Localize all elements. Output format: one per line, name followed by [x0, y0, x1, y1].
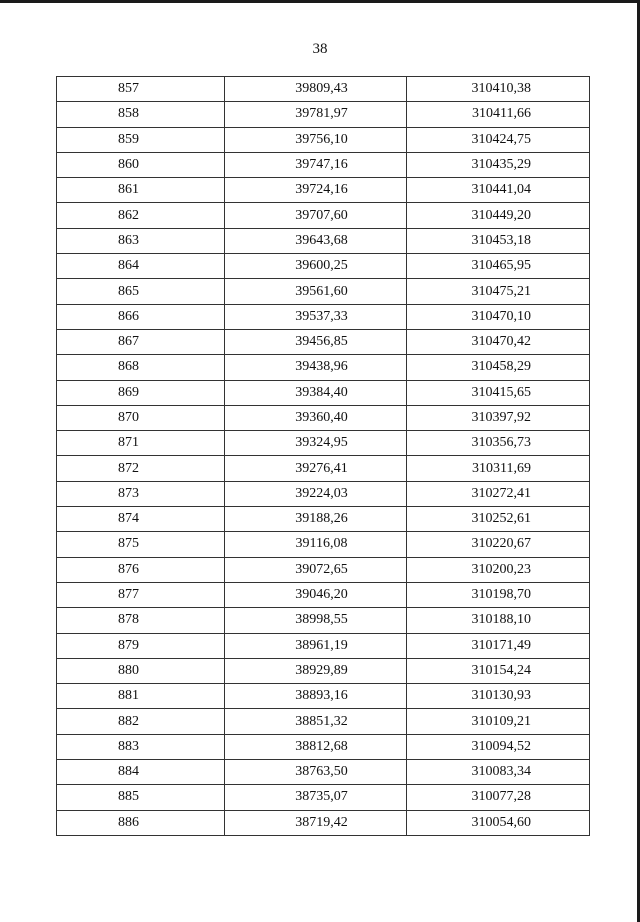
- table-row: [57, 557, 590, 582]
- point-number-cell: 873: [57, 481, 225, 506]
- x-coordinate-cell: 38961,19: [225, 633, 407, 658]
- coordinates-table-body: [57, 77, 590, 836]
- table-row: [57, 658, 590, 683]
- x-coordinate-cell: 38719,42: [225, 810, 407, 835]
- y-coordinate-cell: 310356,73: [407, 431, 590, 456]
- point-number-cell: 863: [57, 228, 225, 253]
- table-row: [57, 684, 590, 709]
- y-coordinate-cell: 310077,28: [407, 785, 590, 810]
- point-number-cell: 870: [57, 405, 225, 430]
- point-number-cell: 883: [57, 734, 225, 759]
- x-coordinate-cell: 38929,89: [225, 658, 407, 683]
- x-coordinate-cell: 39643,68: [225, 228, 407, 253]
- table-row: [57, 405, 590, 430]
- x-coordinate-cell: 39276,41: [225, 456, 407, 481]
- table-row: [57, 481, 590, 506]
- x-coordinate-cell: 39188,26: [225, 507, 407, 532]
- y-coordinate-cell: 310252,61: [407, 507, 590, 532]
- table-row: [57, 709, 590, 734]
- table-row: [57, 304, 590, 329]
- table-row: [57, 785, 590, 810]
- point-number-cell: 868: [57, 355, 225, 380]
- x-coordinate-cell: 39072,65: [225, 557, 407, 582]
- x-coordinate-cell: 39809,43: [225, 77, 407, 102]
- point-number-cell: 858: [57, 102, 225, 127]
- y-coordinate-cell: 310220,67: [407, 532, 590, 557]
- y-coordinate-cell: 310470,10: [407, 304, 590, 329]
- y-coordinate-cell: 310441,04: [407, 178, 590, 203]
- point-number-cell: 882: [57, 709, 225, 734]
- x-coordinate-cell: 39456,85: [225, 329, 407, 354]
- table-row: [57, 178, 590, 203]
- x-coordinate-cell: 38893,16: [225, 684, 407, 709]
- point-number-cell: 860: [57, 152, 225, 177]
- x-coordinate-cell: 39747,16: [225, 152, 407, 177]
- page-frame-top: [0, 0, 640, 3]
- table-row: [57, 582, 590, 607]
- y-coordinate-cell: 310109,21: [407, 709, 590, 734]
- point-number-cell: 861: [57, 178, 225, 203]
- table-row: [57, 152, 590, 177]
- point-number-cell: 885: [57, 785, 225, 810]
- table-row: [57, 228, 590, 253]
- y-coordinate-cell: 310198,70: [407, 582, 590, 607]
- y-coordinate-cell: 310453,18: [407, 228, 590, 253]
- coordinates-table: [56, 76, 590, 836]
- point-number-cell: 869: [57, 380, 225, 405]
- x-coordinate-cell: 39224,03: [225, 481, 407, 506]
- x-coordinate-cell: 39537,33: [225, 304, 407, 329]
- point-number-cell: 884: [57, 760, 225, 785]
- point-number-cell: 879: [57, 633, 225, 658]
- y-coordinate-cell: 310397,92: [407, 405, 590, 430]
- point-number-cell: 867: [57, 329, 225, 354]
- y-coordinate-cell: 310435,29: [407, 152, 590, 177]
- y-coordinate-cell: 310424,75: [407, 127, 590, 152]
- y-coordinate-cell: 310475,21: [407, 279, 590, 304]
- y-coordinate-cell: 310470,42: [407, 329, 590, 354]
- y-coordinate-cell: 310054,60: [407, 810, 590, 835]
- table-row: [57, 254, 590, 279]
- y-coordinate-cell: 310188,10: [407, 608, 590, 633]
- table-row: [57, 608, 590, 633]
- x-coordinate-cell: 39756,10: [225, 127, 407, 152]
- point-number-cell: 866: [57, 304, 225, 329]
- page-number: 38: [312, 41, 328, 57]
- x-coordinate-cell: 39707,60: [225, 203, 407, 228]
- table-row: [57, 810, 590, 835]
- x-coordinate-cell: 39360,40: [225, 405, 407, 430]
- table-row: [57, 456, 590, 481]
- point-number-cell: 877: [57, 582, 225, 607]
- table-row: [57, 203, 590, 228]
- point-number-cell: 880: [57, 658, 225, 683]
- y-coordinate-cell: 310154,24: [407, 658, 590, 683]
- point-number-cell: 886: [57, 810, 225, 835]
- table-row: [57, 380, 590, 405]
- point-number-cell: 865: [57, 279, 225, 304]
- table-row: [57, 127, 590, 152]
- x-coordinate-cell: 39384,40: [225, 380, 407, 405]
- y-coordinate-cell: 310410,38: [407, 77, 590, 102]
- table-row: [57, 329, 590, 354]
- x-coordinate-cell: 39046,20: [225, 582, 407, 607]
- y-coordinate-cell: 310083,34: [407, 760, 590, 785]
- point-number-cell: 862: [57, 203, 225, 228]
- x-coordinate-cell: 39724,16: [225, 178, 407, 203]
- table-row: [57, 633, 590, 658]
- point-number-cell: 875: [57, 532, 225, 557]
- point-number-cell: 857: [57, 77, 225, 102]
- x-coordinate-cell: 38812,68: [225, 734, 407, 759]
- point-number-cell: 871: [57, 431, 225, 456]
- table-row: [57, 760, 590, 785]
- table-row: [57, 431, 590, 456]
- x-coordinate-cell: 38735,07: [225, 785, 407, 810]
- point-number-cell: 859: [57, 127, 225, 152]
- y-coordinate-cell: 310130,93: [407, 684, 590, 709]
- point-number-cell: 874: [57, 507, 225, 532]
- y-coordinate-cell: 310449,20: [407, 203, 590, 228]
- point-number-cell: 878: [57, 608, 225, 633]
- table-row: [57, 507, 590, 532]
- y-coordinate-cell: 310411,66: [407, 102, 590, 127]
- y-coordinate-cell: 310171,49: [407, 633, 590, 658]
- table-row: [57, 279, 590, 304]
- x-coordinate-cell: 39781,97: [225, 102, 407, 127]
- table-row: [57, 77, 590, 102]
- y-coordinate-cell: 310272,41: [407, 481, 590, 506]
- table-row: [57, 734, 590, 759]
- table-row: [57, 102, 590, 127]
- x-coordinate-cell: 39561,60: [225, 279, 407, 304]
- point-number-cell: 864: [57, 254, 225, 279]
- table-row: [57, 355, 590, 380]
- x-coordinate-cell: 38851,32: [225, 709, 407, 734]
- point-number-cell: 876: [57, 557, 225, 582]
- y-coordinate-cell: 310094,52: [407, 734, 590, 759]
- x-coordinate-cell: 39116,08: [225, 532, 407, 557]
- y-coordinate-cell: 310311,69: [407, 456, 590, 481]
- x-coordinate-cell: 39324,95: [225, 431, 407, 456]
- x-coordinate-cell: 39600,25: [225, 254, 407, 279]
- table-row: [57, 532, 590, 557]
- y-coordinate-cell: 310458,29: [407, 355, 590, 380]
- y-coordinate-cell: 310200,23: [407, 557, 590, 582]
- point-number-cell: 881: [57, 684, 225, 709]
- y-coordinate-cell: 310465,95: [407, 254, 590, 279]
- x-coordinate-cell: 39438,96: [225, 355, 407, 380]
- x-coordinate-cell: 38763,50: [225, 760, 407, 785]
- y-coordinate-cell: 310415,65: [407, 380, 590, 405]
- x-coordinate-cell: 38998,55: [225, 608, 407, 633]
- point-number-cell: 872: [57, 456, 225, 481]
